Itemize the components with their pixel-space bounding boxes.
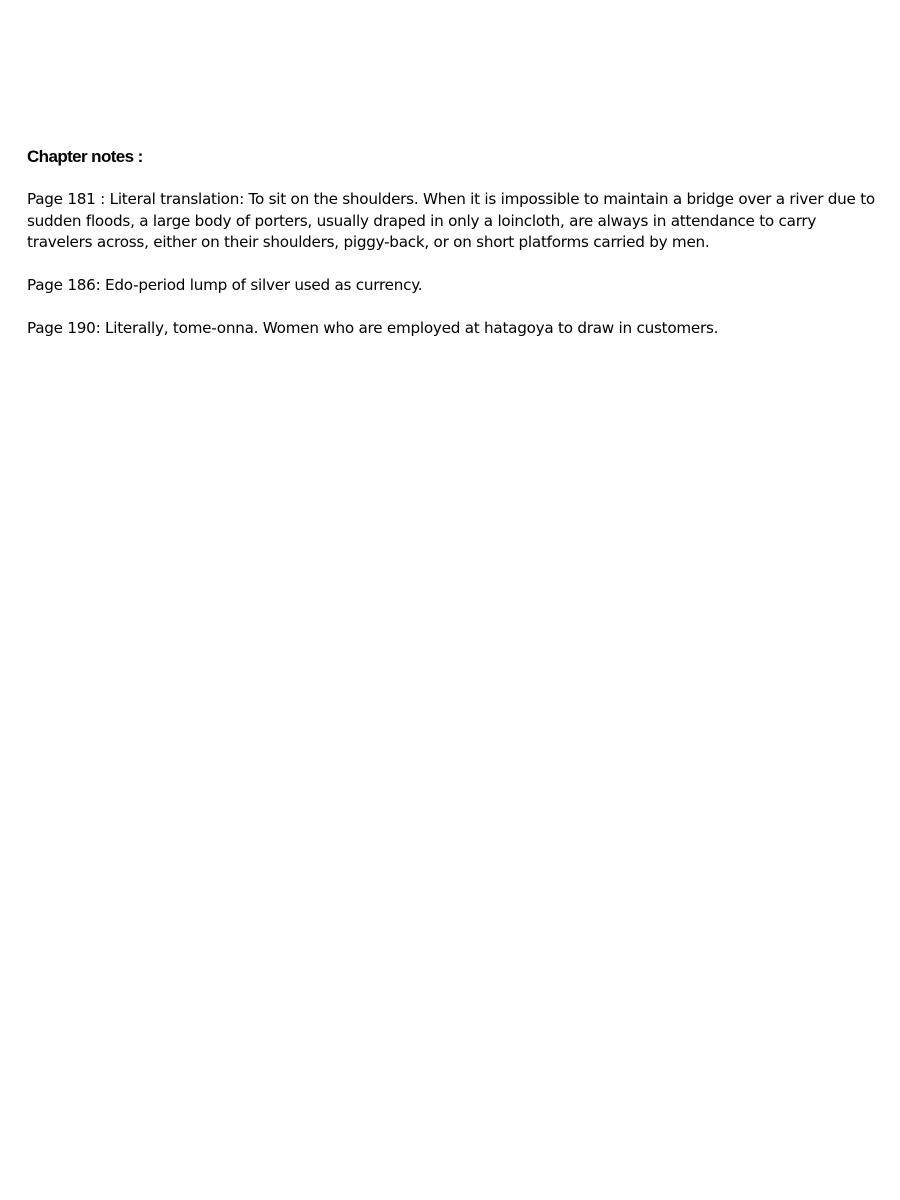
note-ref: Page 186: [27, 276, 101, 294]
note-text: Edo-period lump of silver used as currency. [105, 276, 423, 294]
note-page-190 [27, 318, 877, 340]
note-text: Literally, tome-onna. Women who are employed at hatagoya to draw in customers. [105, 319, 719, 337]
note-page-186 [27, 275, 877, 297]
note-ref: Page 190: [27, 319, 101, 337]
chapter-notes-page [27, 146, 877, 361]
note-ref: Page 181 : [27, 190, 106, 208]
note-page-181 [27, 189, 877, 254]
note-text: Literal translation: To sit on the shoulders. When it is impossible to maintain a bridge over a river due to sudden floods, a large body of porters, usually draped in only a loincloth, are always in attendance to carry travelers across, either on their shoulders, piggy-back, or on short platforms carried by men. [27, 190, 875, 251]
chapter-notes-heading: Chapter notes : [27, 147, 143, 166]
